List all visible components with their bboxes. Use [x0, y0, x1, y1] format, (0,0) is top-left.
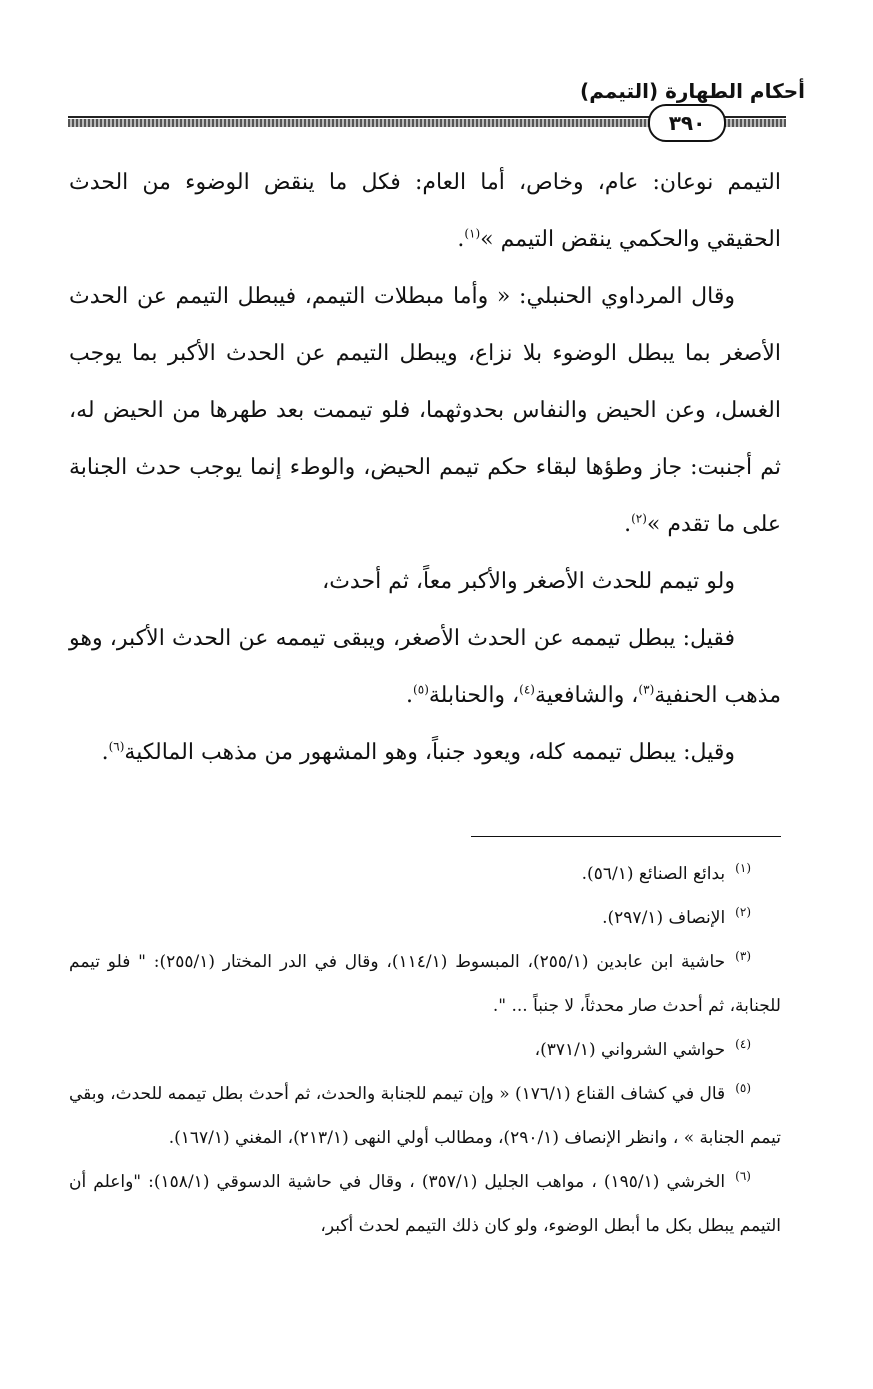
paragraph-5-text: وقيل: يبطل تيممه كله، ويعود جنباً، وهو المشهور من مذهب المالكية — [124, 740, 735, 765]
footnote-6-text: الخرشي (١٩٥/١) ، مواهب الجليل (٣٥٧/١) ، وقال في حاشية الدسوقي (١٥٨/١): "واعلم أن التيمم يبطل بكل ما أبطل الوضوء، ولو كان ذلك التيمم لحدث أكبر، — [69, 1172, 781, 1236]
paragraph-4 — [69, 610, 781, 724]
main-text — [69, 154, 781, 781]
footnote-ref-4: (٤) — [519, 682, 535, 697]
paragraph-1-text: التيمم نوعان: عام، وخاص، أما العام: فكل ما ينقض الوضوء من الحدث الحقيقي والحكمي ينقض التيمم » — [69, 170, 781, 252]
footnote-ref-2: (٢) — [631, 511, 647, 526]
paragraph-2-text: وقال المرداوي الحنبلي: « وأما مبطلات التيمم، فيبطل التيمم عن الحدث الأصغر بما يبطل الوضوء بلا نزاع، ويبطل التيمم عن الحدث الأكبر بما يوجب الغسل، وعن الحيض والنفاس بحدوثهما، فلو تيممت بعد طهرها من الحيض له، ثم أجنبت: جاز وطؤها لبقاء حكم تيمم الحيض، والوطء إنما يوجب حدث الجنابة على ما تقدم » — [69, 284, 781, 537]
paragraph-4-mid-1: ، والشافعية — [534, 683, 639, 708]
paragraph-1 — [69, 154, 781, 268]
running-title: أحكام الطهارة (التيمم) — [580, 79, 805, 103]
footnote-3: (٣)حاشية ابن عابدين (٢٥٥/١)، المبسوط (١١٤/١)، وقال في الدر المختار (٢٥٥/١): " فلو تيمم للجنابة، ثم أحدث صار محدثاً، لا جنباً ... ". — [69, 949, 781, 1016]
footnotes — [69, 852, 781, 1248]
footnote-2: (٢)الإنصاف (٢٩٧/١). — [602, 905, 751, 928]
footnote-ref-1: (١) — [464, 226, 481, 241]
footnote-separator — [471, 836, 781, 837]
footnote-5-text: قال في كشاف القناع (١٧٦/١) « وإن تيمم للجنابة والحدث، ثم أحدث بطل تيممه للحدث، وبقي تيمم الجنابة » ، وانظر الإنصاف (٢٩٠/١)، ومطالب أولي النهى (٢١٣/١)، المغني (١٦٧/١). — [69, 1084, 781, 1148]
paragraph-3: ولو تيمم للحدث الأصغر والأكبر معاً، ثم أحدث، — [322, 569, 735, 594]
footnote-2-text: الإنصاف (٢٩٧/١). — [602, 908, 726, 928]
footnote-4-text: حواشي الشرواني (٣٧١/١)، — [534, 1040, 726, 1060]
paragraph-5-end: . — [101, 740, 109, 765]
footnote-6: (٦)الخرشي (١٩٥/١) ، مواهب الجليل (٣٥٧/١) ، وقال في حاشية الدسوقي (١٥٨/١): "واعلم أن التيمم يبطل بكل ما أبطل الوضوء، ولو كان ذلك التيمم لحدث أكبر، — [69, 1169, 781, 1236]
footnote-ref-6: (٦) — [108, 739, 125, 754]
page-number: ٣٩٠ — [648, 104, 726, 142]
footnote-5: (٥)قال في كشاف القناع (١٧٦/١) « وإن تيمم للجنابة والحدث، ثم أحدث بطل تيممه للحدث، وبقي تيمم الجنابة » ، وانظر الإنصاف (٢٩٠/١)، ومطالب أولي النهى (٢١٣/١)، المغني (١٦٧/١). — [69, 1081, 781, 1148]
footnote-3-text: حاشية ابن عابدين (٢٥٥/١)، المبسوط (١١٤/١)، وقال في الدر المختار (٢٥٥/١): " فلو تيمم للجنابة، ثم أحدث صار محدثاً، لا جنباً ... ". — [69, 952, 781, 1016]
paragraph-4-end: . — [406, 683, 414, 708]
footnote-1-text: بدائع الصنائع (٥٦/١). — [581, 864, 726, 884]
paragraph-2 — [69, 268, 781, 553]
footnote-ref-3: (٣) — [638, 682, 655, 697]
footnote-4: (٤)حواشي الشرواني (٣٧١/١)، — [534, 1037, 751, 1060]
paragraph-2-end: . — [624, 512, 632, 537]
footnote-ref-5: (٥) — [413, 682, 429, 697]
paragraph-5 — [69, 724, 781, 781]
paragraph-4-text: فقيل: يبطل تيممه عن الحدث الأصغر، ويبقى تيممه عن الحدث الأكبر، وهو مذهب الحنفية — [69, 626, 781, 708]
paragraph-1-end: . — [457, 227, 465, 252]
footnote-1: (١)بدائع الصنائع (٥٦/١). — [581, 861, 751, 884]
paragraph-4-mid-2: ، والحنابلة — [428, 683, 520, 708]
